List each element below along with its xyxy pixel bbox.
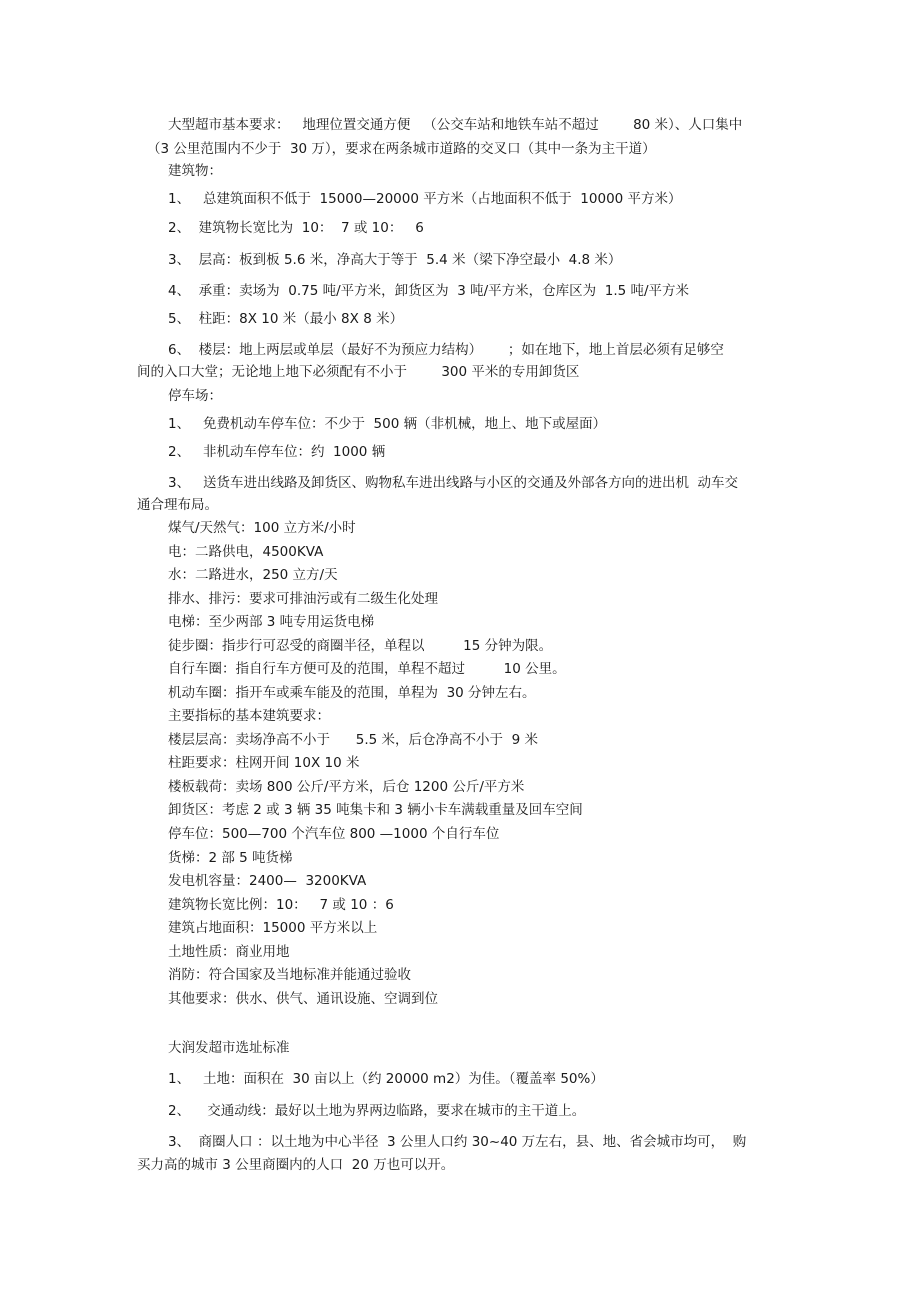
intro-line-2: （3 公里范围内不少于 30 万），要求在两条城市道路的交叉口（其中一条为主干道） bbox=[147, 141, 656, 157]
indicator-floor-height: 楼层层高：卖场净高不小于 5.5 米，后仓净高不小于 9 米 bbox=[168, 732, 538, 748]
intro-line-1: 大型超市基本要求： 地理位置交通方便 （公交车站和地铁车站不超过 80 米）、人口集中 bbox=[168, 117, 743, 133]
site-item-2: 2、 交通动线：最好以土地为界两边临路，要求在城市的主干道上。 bbox=[168, 1103, 586, 1119]
utility-gas: 煤气/天然气：100 立方米/小时 bbox=[168, 520, 356, 536]
parking-item-3-line-1: 3、 送货车进出线路及卸货区、购物私车进出线路与小区的交通及外部各方向的进出机 动车交 bbox=[168, 475, 739, 491]
indicator-fire-safety: 消防：符合国家及当地标准并能通过验收 bbox=[168, 967, 411, 983]
building-item-3: 3、 层高：板到板 5.6 米，净高大于等于 5.4 米（梁下净空最小 4.8 米） bbox=[168, 252, 622, 268]
site-item-1: 1、 土地：面积在 30 亩以上（约 20000 m2）为佳。（覆盖率 50%） bbox=[168, 1071, 604, 1087]
walking-circle: 徒步圈：指步行可忍受的商圈半径，单程以 15 分钟为限。 bbox=[168, 638, 553, 654]
building-item-4: 4、 承重：卖场为 0.75 吨/平方米，卸货区为 3 吨/平方米，仓库区为 1.5 吨/平方米 bbox=[168, 283, 690, 299]
indicator-floor-load: 楼板载荷：卖场 800 公斤/平方米，后仓 1200 公斤/平方米 bbox=[168, 779, 525, 795]
indicator-generator: 发电机容量：2400— 3200KVA bbox=[168, 873, 367, 889]
building-item-6-line-1: 6、 楼层：地上两层或单层（最好不为预应力结构） ；如在地下，地上首层必须有足够空 bbox=[168, 342, 724, 358]
indicator-aspect-ratio: 建筑物长宽比例：10： 7 或 10 ：6 bbox=[168, 897, 394, 913]
building-item-2: 2、 建筑物长宽比为 10： 7 或 10： 6 bbox=[168, 220, 424, 236]
building-item-6-line-2: 间的入口大堂；无论地上地下必须配有不小于 300 平米的专用卸货区 bbox=[137, 364, 580, 380]
indicator-freight-elevator: 货梯：2 部 5 吨货梯 bbox=[168, 850, 293, 866]
indicator-footprint: 建筑占地面积：15000 平方米以上 bbox=[168, 920, 378, 936]
site-item-3-line-1: 3、 商圈人口 ：以土地为中心半径 3 公里人口约 30~40 万左右，县、地、省会城市均可， 购 bbox=[168, 1134, 747, 1150]
utility-water: 水：二路进水，250 立方/天 bbox=[168, 567, 338, 583]
indicator-land-use: 土地性质：商业用地 bbox=[168, 944, 290, 960]
building-item-1: 1、 总建筑面积不低于 15000—20000 平方米（占地面积不低于 10000 平方米） bbox=[168, 191, 682, 207]
building-heading: 建筑物： bbox=[168, 163, 222, 179]
utility-drainage: 排水、排污：要求可排油污或有二级生化处理 bbox=[168, 591, 438, 607]
building-item-5: 5、 柱距：8X 10 米（最小 8X 8 米） bbox=[168, 311, 404, 327]
indicators-heading: 主要指标的基本建筑要求： bbox=[168, 708, 330, 724]
indicator-unloading-area: 卸货区：考虑 2 或 3 辆 35 吨集卡和 3 辆小卡车满载重量及回车空间 bbox=[168, 802, 583, 818]
vehicle-circle: 机动车圈：指开车或乘车能及的范围，单程为 30 分钟左右。 bbox=[168, 685, 536, 701]
bicycle-circle: 自行车圈：指自行车方便可及的范围，单程不超过 10 公里。 bbox=[168, 661, 566, 677]
indicator-other: 其他要求：供水、供气、通讯设施、空调到位 bbox=[168, 991, 438, 1007]
site-item-3-line-2: 买力高的城市 3 公里商圈内的人口 20 万也可以开。 bbox=[137, 1157, 455, 1173]
utility-elevator: 电梯：至少两部 3 吨专用运货电梯 bbox=[168, 614, 375, 630]
indicator-column-spacing: 柱距要求：柱网开间 10X 10 米 bbox=[168, 755, 360, 771]
parking-item-1: 1、 免费机动车停车位：不少于 500 辆（非机械，地上、地下或屋面） bbox=[168, 416, 607, 432]
indicator-parking: 停车位：500—700 个汽车位 800 —1000 个自行车位 bbox=[168, 826, 500, 842]
parking-item-3-line-2: 通合理布局。 bbox=[137, 497, 218, 513]
parking-heading: 停车场： bbox=[168, 388, 222, 404]
parking-item-2: 2、 非机动车停车位：约 1000 辆 bbox=[168, 444, 386, 460]
section-2-heading: 大润发超市选址标准 bbox=[168, 1040, 290, 1056]
utility-power: 电：二路供电，4500KVA bbox=[168, 544, 324, 560]
